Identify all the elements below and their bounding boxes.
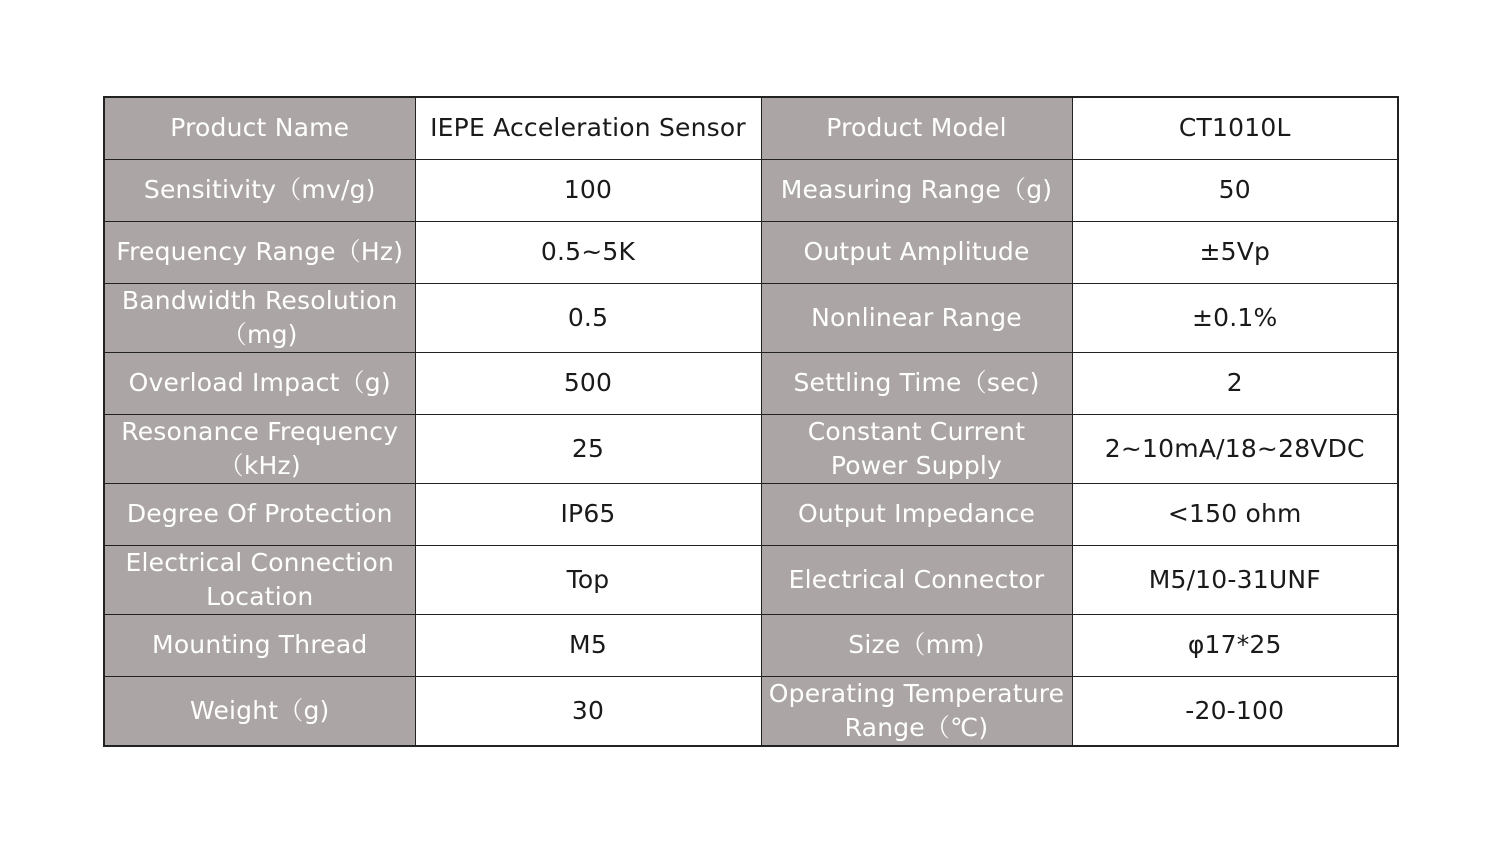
table-row: [104, 676, 1398, 746]
label-constant-current-power-supply: Constant Current Power Supply: [761, 414, 1072, 483]
label-output-impedance: Output Impedance: [761, 483, 1072, 545]
label-weight: Weight（g): [104, 676, 415, 746]
table-row: [104, 283, 1398, 352]
value-resonance-frequency: 25: [415, 414, 761, 483]
label-measuring-range: Measuring Range（g): [761, 159, 1072, 221]
table-row: [104, 414, 1398, 483]
label-mounting-thread: Mounting Thread: [104, 614, 415, 676]
value-size: φ17*25: [1072, 614, 1398, 676]
value-product-name: IEPE Acceleration Sensor: [415, 97, 761, 159]
label-product-name: Product Name: [104, 97, 415, 159]
table-row: [104, 97, 1398, 159]
label-output-amplitude: Output Amplitude: [761, 221, 1072, 283]
label-bandwidth-resolution: Bandwidth Resolution（mg): [104, 283, 415, 352]
value-nonlinear-range: ±0.1%: [1072, 283, 1398, 352]
label-product-model: Product Model: [761, 97, 1072, 159]
value-operating-temperature-range: -20-100: [1072, 676, 1398, 746]
value-overload-impact: 500: [415, 352, 761, 414]
value-sensitivity: 100: [415, 159, 761, 221]
label-nonlinear-range: Nonlinear Range: [761, 283, 1072, 352]
label-resonance-frequency: Resonance Frequency（kHz): [104, 414, 415, 483]
label-size: Size（mm): [761, 614, 1072, 676]
value-constant-current-power-supply: 2~10mA/18~28VDC: [1072, 414, 1398, 483]
table-row: [104, 614, 1398, 676]
value-weight: 30: [415, 676, 761, 746]
value-output-amplitude: ±5Vp: [1072, 221, 1398, 283]
value-product-model: CT1010L: [1072, 97, 1398, 159]
label-sensitivity: Sensitivity（mv/g): [104, 159, 415, 221]
table-row: [104, 159, 1398, 221]
label-electrical-connection-location: Electrical Connection Location: [104, 545, 415, 614]
table-row: [104, 221, 1398, 283]
label-degree-of-protection: Degree Of Protection: [104, 483, 415, 545]
table-row: [104, 545, 1398, 614]
value-settling-time: 2: [1072, 352, 1398, 414]
spec-table: [103, 96, 1399, 747]
label-frequency-range: Frequency Range（Hz): [104, 221, 415, 283]
value-output-impedance: <150 ohm: [1072, 483, 1398, 545]
label-operating-temperature-range: Operating Temperature Range（℃): [761, 676, 1072, 746]
value-electrical-connection-location: Top: [415, 545, 761, 614]
value-frequency-range: 0.5~5K: [415, 221, 761, 283]
value-degree-of-protection: IP65: [415, 483, 761, 545]
value-bandwidth-resolution: 0.5: [415, 283, 761, 352]
table-row: [104, 352, 1398, 414]
value-electrical-connector: M5/10-31UNF: [1072, 545, 1398, 614]
label-overload-impact: Overload Impact（g): [104, 352, 415, 414]
label-settling-time: Settling Time（sec): [761, 352, 1072, 414]
value-measuring-range: 50: [1072, 159, 1398, 221]
table-row: [104, 483, 1398, 545]
label-electrical-connector: Electrical Connector: [761, 545, 1072, 614]
value-mounting-thread: M5: [415, 614, 761, 676]
